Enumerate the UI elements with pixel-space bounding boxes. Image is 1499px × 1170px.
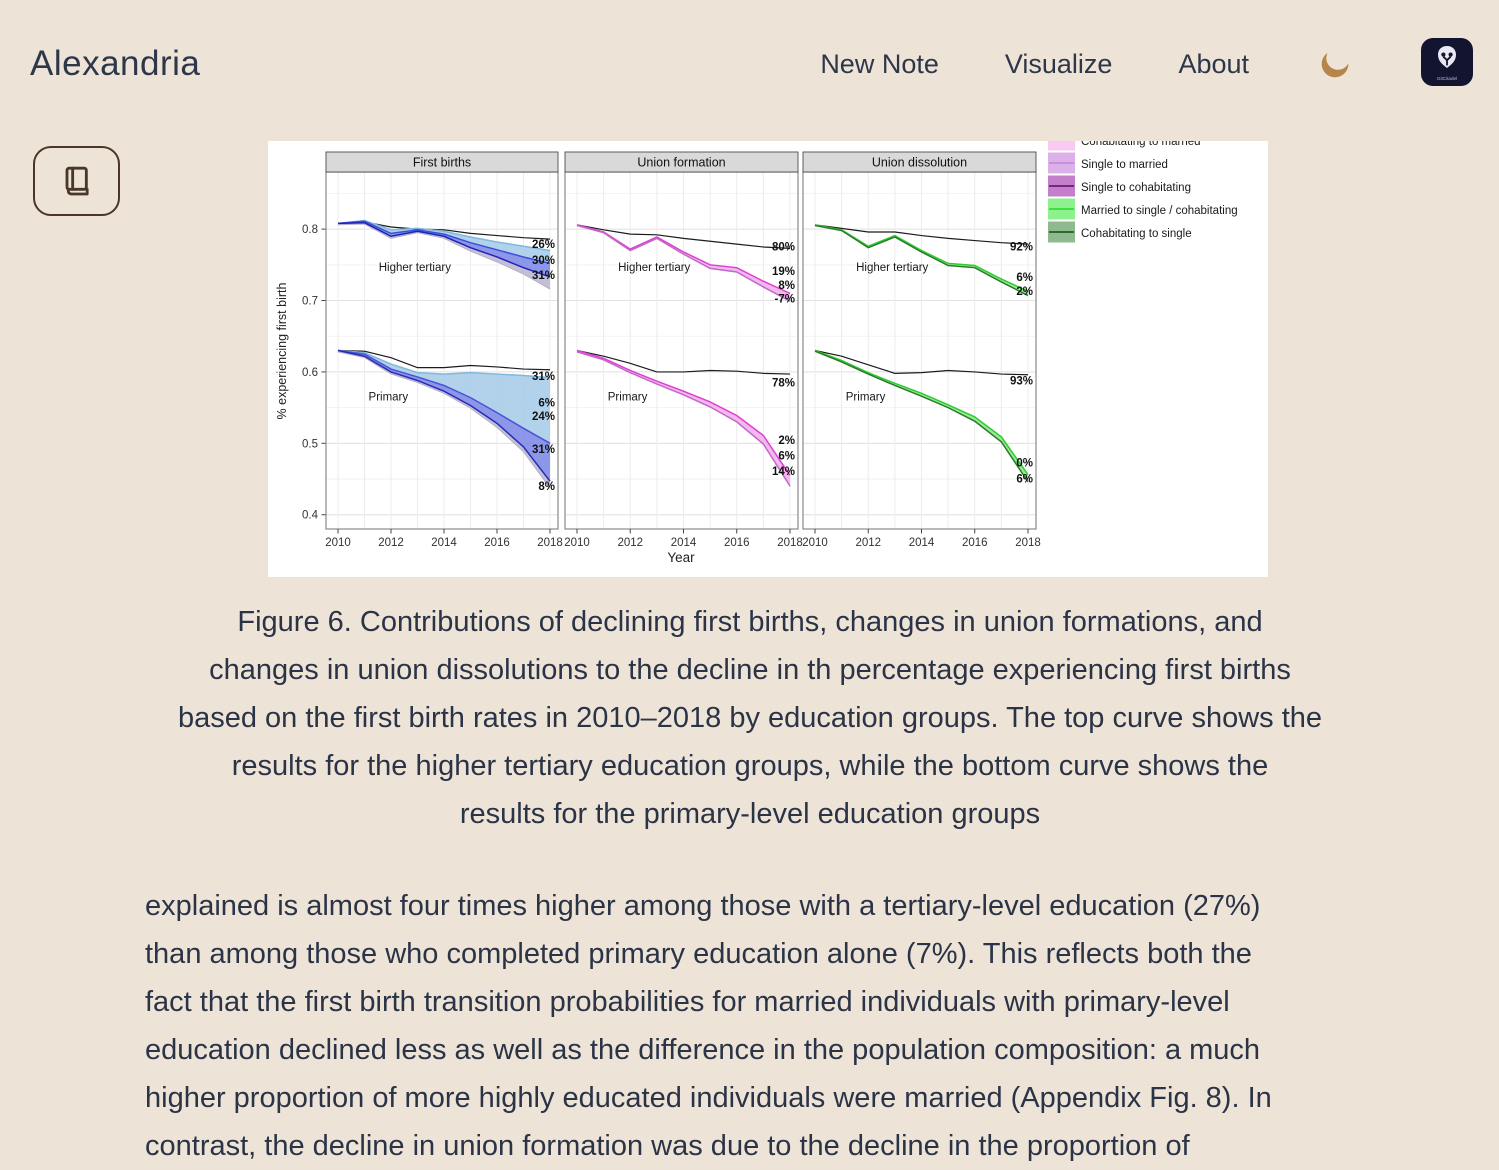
book-icon xyxy=(57,161,97,201)
svg-text:Primary: Primary xyxy=(845,391,886,404)
svg-text:GitCitadel: GitCitadel xyxy=(1436,75,1458,81)
svg-text:92%: 92% xyxy=(1009,241,1033,254)
svg-text:Higher tertiary: Higher tertiary xyxy=(378,262,451,275)
chart-svg xyxy=(268,141,1268,577)
svg-text:78%: 78% xyxy=(771,377,795,390)
svg-text:2018: 2018 xyxy=(777,537,803,549)
body-line-5: higher proportion of more highly educated individuals were married (Appendix Fig. 8). In xyxy=(145,1082,1272,1114)
figure-image xyxy=(268,141,1268,577)
svg-text:Primary: Primary xyxy=(607,391,648,404)
body-line-1: explained is almost four times higher among those with a tertiary-level education (27%) xyxy=(145,890,1261,922)
svg-text:0.7: 0.7 xyxy=(302,295,318,308)
moon-icon xyxy=(1317,46,1353,82)
svg-text:Year: Year xyxy=(667,550,695,565)
svg-text:2010: 2010 xyxy=(564,537,590,549)
svg-text:2016: 2016 xyxy=(484,537,510,549)
svg-text:2010: 2010 xyxy=(325,537,351,549)
top-nav xyxy=(820,38,1473,91)
nav-links xyxy=(820,49,1249,80)
svg-text:2018: 2018 xyxy=(537,537,563,549)
svg-text:Married to single / cohabitati: Married to single / cohabitating xyxy=(1081,205,1238,217)
svg-text:2012: 2012 xyxy=(617,537,644,549)
svg-text:31%: 31% xyxy=(531,444,555,457)
svg-text:0.5: 0.5 xyxy=(302,438,318,451)
body-line-2: than among those who completed primary education alone (7%). This reflects both the xyxy=(145,938,1252,970)
svg-text:First births: First births xyxy=(412,155,472,170)
app-header xyxy=(0,0,1499,110)
svg-text:Union formation: Union formation xyxy=(637,155,726,170)
nav-item-new-note[interactable]: New Note xyxy=(820,48,939,79)
svg-text:2014: 2014 xyxy=(670,537,697,549)
svg-text:0%: 0% xyxy=(1016,457,1033,470)
svg-text:2018: 2018 xyxy=(1015,537,1041,549)
svg-text:2010: 2010 xyxy=(802,537,828,549)
caption-line-1: Figure 6. Contributions of declining first births, changes in union formations, and xyxy=(237,606,1263,638)
svg-text:0.6: 0.6 xyxy=(302,366,318,379)
svg-text:8%: 8% xyxy=(778,279,795,292)
reader-mode-button[interactable] xyxy=(33,146,120,216)
svg-text:2016: 2016 xyxy=(723,537,750,549)
svg-text:Higher tertiary: Higher tertiary xyxy=(856,262,929,275)
svg-text:14%: 14% xyxy=(771,466,795,479)
svg-text:6%: 6% xyxy=(538,397,555,410)
svg-text:Cohabitating to single: Cohabitating to single xyxy=(1081,228,1192,240)
svg-text:6%: 6% xyxy=(1016,473,1033,486)
body-line-3: fact that the first birth transition probabilities for married individuals with primary-level xyxy=(145,986,1230,1018)
body-line-clipped: contrast, the decline in union formation was due to the decline in the proportion of xyxy=(145,1130,1190,1162)
svg-text:31%: 31% xyxy=(531,269,555,282)
svg-text:Union dissolution: Union dissolution xyxy=(871,155,968,170)
gitcitadel-logo-icon xyxy=(1421,38,1473,86)
svg-text:8%: 8% xyxy=(538,481,555,494)
app-title: Alexandria xyxy=(30,44,201,83)
svg-text:30%: 30% xyxy=(531,254,555,267)
svg-text:2%: 2% xyxy=(778,434,795,447)
theme-toggle-button[interactable] xyxy=(1315,44,1355,84)
svg-text:% experiencing first birth: % experiencing first birth xyxy=(275,282,289,420)
svg-text:0.8: 0.8 xyxy=(302,224,318,237)
svg-text:2012: 2012 xyxy=(378,537,404,549)
svg-text:80%: 80% xyxy=(771,241,795,254)
svg-text:Single to cohabitating: Single to cohabitating xyxy=(1081,182,1191,194)
svg-text:2014: 2014 xyxy=(431,537,457,549)
svg-text:2016: 2016 xyxy=(961,537,988,549)
svg-text:26%: 26% xyxy=(531,239,555,252)
caption-line-5: results for the primary-level education groups xyxy=(459,798,1041,830)
svg-text:0.4: 0.4 xyxy=(302,509,318,522)
caption-line-4: results for the higher tertiary education groups, while the bottom curve shows the xyxy=(231,750,1269,782)
svg-text:2%: 2% xyxy=(1016,286,1033,299)
svg-text:19%: 19% xyxy=(771,266,795,279)
nav-item-about[interactable]: About xyxy=(1178,48,1249,79)
gitcitadel-logo[interactable] xyxy=(1421,38,1473,91)
svg-text:Higher tertiary: Higher tertiary xyxy=(618,262,691,275)
svg-text:6%: 6% xyxy=(778,450,795,463)
svg-text:2012: 2012 xyxy=(855,537,882,549)
caption-line-3: based on the first birth rates in 2010–2018 by education groups. The top curve shows the xyxy=(177,702,1323,734)
figure-caption xyxy=(110,598,1390,838)
svg-text:2014: 2014 xyxy=(908,537,935,549)
nav-item-visualize[interactable]: Visualize xyxy=(1004,48,1113,79)
svg-text:Cohabitating to married: Cohabitating to married xyxy=(1081,141,1201,148)
svg-text:Primary: Primary xyxy=(368,391,409,404)
svg-text:Single to married: Single to married xyxy=(1081,159,1168,171)
article-body xyxy=(145,882,1405,1170)
svg-text:31%: 31% xyxy=(531,371,555,384)
svg-text:93%: 93% xyxy=(1009,375,1033,388)
svg-text:6%: 6% xyxy=(1016,271,1033,284)
svg-text:24%: 24% xyxy=(531,411,555,424)
caption-line-2: changes in union dissolutions to the decline in th percentage experiencing first births xyxy=(209,654,1291,686)
body-line-4: education declined less as well as the difference in the population composition: a much xyxy=(145,1034,1261,1066)
svg-text:-7%: -7% xyxy=(774,293,795,306)
